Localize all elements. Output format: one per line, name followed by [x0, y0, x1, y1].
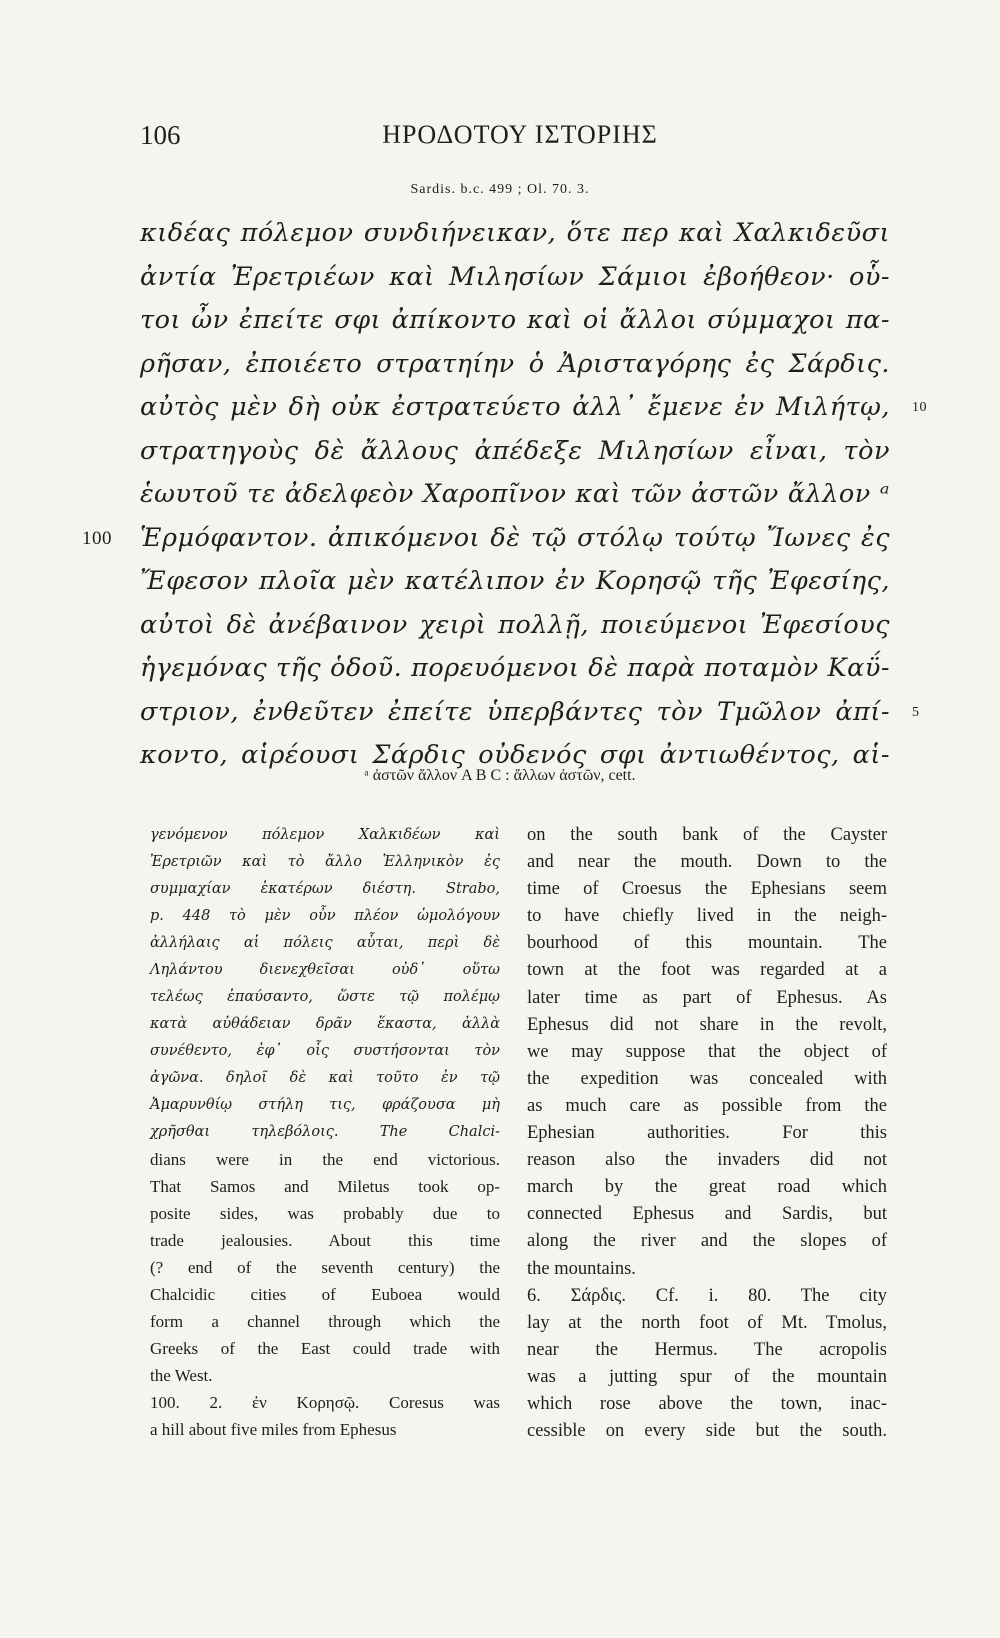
commentary-line: That Samos and Miletus took op-: [150, 1177, 500, 1196]
commentary-line: lay at the north foot of Mt. Tmolus,: [527, 1312, 887, 1333]
commentary-line: later time as part of Ephesus. As: [527, 987, 887, 1008]
commentary-line: posite sides, was probably due to: [150, 1204, 500, 1223]
greek-text-line: [140, 386, 927, 430]
critical-apparatus: ᵃ ἀστῶν ἄλλον A B C : ἄλλων ἀστῶν, cett.: [364, 767, 636, 784]
greek-text-line: [140, 256, 890, 300]
commentary-line: Ἀμαρυνθίῳ στήλη τις, φράζουσα μὴ: [150, 1097, 500, 1113]
greek-text-line: [140, 647, 890, 691]
greek-line-text: ἀντία Ἐρετριέων καὶ Μιλησίων Σάμιοι ἐβοήθεον· οὗ-: [140, 261, 890, 292]
commentary-line: συμμαχίαν ἑκατέρων διέστη. Strabo,: [150, 881, 500, 897]
commentary-line: τελέως ἐπαύσαντο, ὥστε τῷ πολέμῳ: [150, 989, 500, 1005]
commentary-line: reason also the invaders did not: [527, 1150, 887, 1171]
greek-line-text: στρατηγοὺς δὲ ἄλλους ἀπέδεξε Μιλησίων εἶναι, τὸν: [140, 435, 890, 466]
commentary-line: the mountains.: [527, 1258, 636, 1279]
commentary-line: dians were in the end victorious.: [150, 1150, 500, 1169]
commentary-line: the West.: [150, 1366, 213, 1385]
commentary-line: (? end of the seventh century) the: [150, 1258, 500, 1277]
commentary-line: town at the foot was regarded at a: [527, 960, 887, 981]
running-title: ΗΡΟΔΟΤΟΥ ΙΣΤΟΡΙΗΣ: [382, 120, 658, 149]
greek-line-text: Ἑρμόφαντον. ἀπικόμενοι δὲ τῷ στόλῳ τούτῳ Ἴωνες ἐς: [140, 522, 890, 553]
commentary-line: Ephesian authorities. For this: [527, 1123, 887, 1144]
commentary-line: on the south bank of the Cayster: [527, 825, 887, 845]
page-header: [140, 120, 900, 160]
chapter-number-left: 100: [82, 527, 112, 549]
commentary-right-column: [527, 822, 887, 1445]
commentary-line: time of Croesus the Ephesians seem: [527, 879, 887, 900]
commentary-line: to have chiefly lived in the neigh-: [527, 906, 887, 927]
commentary-line: χρῆσθαι τηλεβόλοις. The Chalci-: [150, 1124, 500, 1140]
greek-text-line: [82, 517, 890, 561]
commentary-line: ἀγῶνα. δηλοῖ δὲ καὶ τοῦτο ἐν τῷ: [150, 1070, 500, 1086]
greek-line-text: ἡγεμόνας τῆς ὁδοῦ. πορευόμενοι δὲ παρὰ ποταμὸν Καΰ-: [140, 653, 890, 683]
commentary-line: ἀλλήλαις αἱ πόλεις αὗται, περὶ δὲ: [150, 935, 500, 951]
greek-text-line: [140, 430, 890, 474]
greek-text-line: [140, 299, 890, 343]
greek-text-line: [140, 473, 890, 517]
greek-line-text: ρῆσαν, ἐποιέετο στρατηίην ὁ Ἀρισταγόρης ἐς Σάρδις.: [140, 348, 890, 379]
line-number-right: 10: [912, 400, 927, 415]
greek-text-line: [140, 343, 890, 387]
commentary-line: bourhood of this mountain. The: [527, 933, 887, 954]
commentary-line: the expedition was concealed with: [527, 1068, 887, 1089]
commentary-line: march by the great road which: [527, 1177, 887, 1198]
commentary-line: Ληλάντου διενεχθεῖσαι οὐδ᾽ οὕτω: [150, 962, 500, 978]
commentary-line: cessible on every side but the south.: [527, 1421, 887, 1442]
commentary-line: p. 448 τὸ μὲν οὖν πλέον ὡμολόγουν: [150, 908, 500, 924]
commentary-line: along the river and the slopes of: [527, 1231, 887, 1252]
commentary-line: κατὰ αὐθάδειαν δρᾶν ἕκαστα, ἀλλὰ: [150, 1016, 500, 1032]
greek-line-text: αὐτὸς μὲν δὴ οὐκ ἐστρατεύετο ἀλλ᾽ ἔμενε ἐν Μιλήτῳ,: [140, 392, 890, 422]
commentary-line: Ephesus did not share in the revolt,: [527, 1014, 887, 1035]
commentary-line: form a channel through which the: [150, 1312, 500, 1331]
greek-text-block: [82, 212, 927, 778]
greek-line-text: ἑωυτοῦ τε ἀδελφεὸν Χαροπῖνον καὶ τῶν ἀστῶν ἄλλον ᵃ: [140, 479, 890, 509]
commentary-line: we may suppose that the object of: [527, 1041, 887, 1062]
commentary-left-column: [150, 822, 500, 1443]
commentary-line: συνέθεντο, ἐφ᾽ οἷς συστήσονται τὸν: [150, 1043, 500, 1059]
commentary-line: Ἐρετριῶν καὶ τὸ ἄλλο Ἑλληνικὸν ἐς: [150, 854, 500, 870]
greek-text-line: [140, 691, 920, 735]
greek-line-text: Ἔφεσον πλοῖα μὲν κατέλιπον ἐν Κορησῷ τῆς Ἐφεσίης,: [140, 566, 890, 596]
commentary-line: was a jutting spur of the mountain: [527, 1366, 887, 1387]
greek-line-text: τοι ὦν ἐπείτε σφι ἀπίκοντο καὶ οἱ ἄλλοι σύμμαχοι πα-: [140, 305, 890, 335]
commentary-line: Chalcidic cities of Euboea would: [150, 1285, 500, 1304]
commentary-line: a hill about five miles from Ephesus: [150, 1420, 397, 1439]
commentary-line: as much care as possible from the: [527, 1095, 887, 1116]
page-number: 106: [140, 120, 181, 150]
dateline: Sardis. b.c. 499 ; Ol. 70. 3.: [410, 182, 590, 197]
commentary-line: which rose above the town, inac-: [527, 1393, 887, 1414]
greek-text-line: [140, 212, 890, 256]
commentary-line: connected Ephesus and Sardis, but: [527, 1204, 887, 1225]
greek-line-text: στριον, ἐνθεῦτεν ἐπείτε ὑπερβάντες τὸν Τμῶλον ἀπί-: [140, 696, 890, 727]
commentary-line: near the Hermus. The acropolis: [527, 1339, 887, 1360]
greek-line-text: αὐτοὶ δὲ ἀνέβαινον χειρὶ πολλῇ, ποιεύμενοι Ἐφεσίους: [140, 609, 890, 640]
line-number-right: 5: [912, 704, 920, 720]
commentary-line: trade jealousies. About this time: [150, 1231, 500, 1250]
commentary-line: 100. 2. ἐν Κορησῷ. Coresus was: [150, 1393, 500, 1412]
greek-line-text: κοντο, αἱρέουσι Σάρδις οὐδενός σφι ἀντιωθέντος, αἱ-: [140, 740, 890, 770]
commentary-line: Greeks of the East could trade with: [150, 1339, 500, 1358]
greek-text-line: [140, 560, 890, 604]
commentary-line: 6. Σάρδις. Cf. i. 80. The city: [527, 1285, 887, 1306]
commentary-line: γενόμενον πόλεμον Χαλκιδέων καὶ: [150, 827, 500, 843]
greek-text-line: [140, 604, 890, 648]
commentary-line: and near the mouth. Down to the: [527, 852, 887, 873]
greek-line-text: κιδέας πόλεμον συνδιήνεικαν, ὅτε περ καὶ Χαλκιδεῦσι: [140, 218, 890, 248]
